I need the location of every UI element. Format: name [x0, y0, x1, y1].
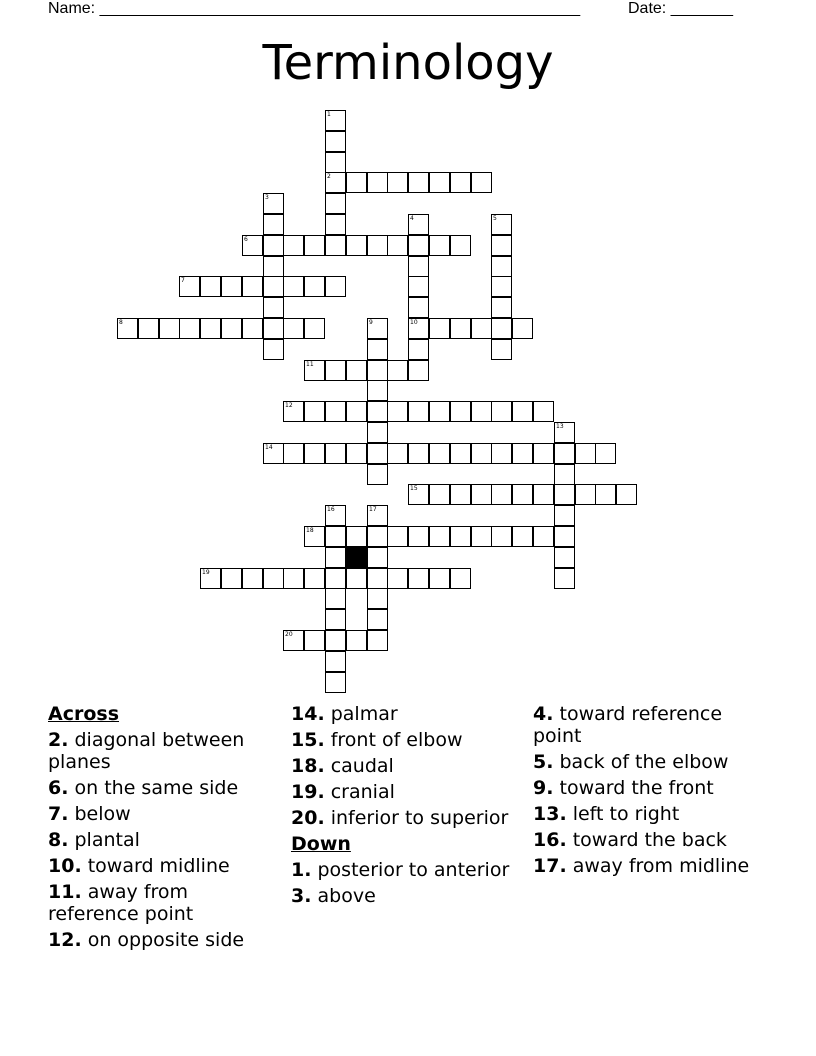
clue-down-9: 9. toward the front	[533, 777, 714, 799]
grid-cell[interactable]	[387, 360, 408, 381]
grid-cell[interactable]	[304, 526, 325, 547]
grid-cell[interactable]	[471, 526, 492, 547]
clue-number: 18	[306, 527, 314, 534]
grid-cell[interactable]	[471, 443, 492, 464]
grid-cell[interactable]	[512, 526, 533, 547]
grid-cell[interactable]	[200, 276, 221, 297]
clue-column-2	[291, 703, 521, 911]
grid-cell[interactable]	[304, 235, 325, 256]
grid-cell[interactable]	[325, 276, 346, 297]
grid-cell[interactable]	[179, 318, 200, 339]
grid-cell[interactable]	[387, 443, 408, 464]
grid-cell[interactable]	[304, 443, 325, 464]
grid-cell[interactable]	[367, 172, 388, 193]
grid-cell[interactable]	[304, 401, 325, 422]
grid-cell[interactable]	[533, 401, 554, 422]
clue-column-1	[48, 703, 284, 955]
clue-number: 16	[327, 506, 335, 513]
grid-cell[interactable]	[387, 526, 408, 547]
grid-cell[interactable]	[367, 547, 388, 568]
grid-cell[interactable]	[138, 318, 159, 339]
grid-cell[interactable]	[554, 526, 575, 547]
clue-across-12: 12. on opposite side	[48, 929, 245, 951]
clue-number: 17	[369, 506, 377, 513]
grid-cell[interactable]	[304, 630, 325, 651]
grid-cell[interactable]	[367, 339, 388, 360]
grid-cell[interactable]	[242, 318, 263, 339]
grid-cell[interactable]	[346, 443, 367, 464]
grid-cell[interactable]	[367, 464, 388, 485]
grid-cell[interactable]	[387, 172, 408, 193]
grid-cell[interactable]	[429, 568, 450, 589]
grid-cell[interactable]	[429, 318, 450, 339]
grid-cell[interactable]	[512, 443, 533, 464]
grid-cell[interactable]	[491, 401, 512, 422]
grid-cell[interactable]	[408, 484, 429, 505]
across-heading: Across	[48, 703, 120, 725]
grid-cell[interactable]	[408, 526, 429, 547]
grid-cell[interactable]	[450, 484, 471, 505]
grid-cell[interactable]	[575, 484, 596, 505]
grid-cell[interactable]	[554, 422, 575, 443]
grid-cell[interactable]	[387, 235, 408, 256]
grid-cell[interactable]	[263, 276, 284, 297]
grid-cell[interactable]	[325, 630, 346, 651]
clue-across-15: 15. front of elbow	[291, 729, 463, 751]
grid-cell[interactable]	[325, 672, 346, 693]
grid-cell[interactable]	[491, 297, 512, 318]
grid-cell[interactable]	[283, 401, 304, 422]
grid-cell[interactable]	[367, 526, 388, 547]
grid-cell[interactable]	[408, 214, 429, 235]
grid-cell[interactable]	[554, 547, 575, 568]
grid-cell[interactable]	[263, 235, 284, 256]
grid-cell[interactable]	[263, 339, 284, 360]
grid-cell[interactable]	[283, 443, 304, 464]
grid-cell[interactable]	[242, 568, 263, 589]
grid-cell[interactable]	[616, 484, 637, 505]
clue-number: 15	[410, 485, 418, 492]
grid-cell[interactable]	[263, 256, 284, 277]
clue-column-3	[533, 703, 773, 881]
grid-cell[interactable]	[367, 505, 388, 526]
grid-cell[interactable]	[346, 526, 367, 547]
grid-cell[interactable]	[554, 484, 575, 505]
grid-cell[interactable]	[325, 193, 346, 214]
date-field[interactable]: Date: _______	[628, 0, 733, 17]
grid-cell[interactable]	[283, 235, 304, 256]
grid-cell[interactable]	[367, 443, 388, 464]
grid-cell[interactable]	[159, 318, 180, 339]
grid-cell[interactable]	[367, 318, 388, 339]
clue-across-14: 14. palmar	[291, 703, 398, 725]
grid-cell[interactable]	[450, 235, 471, 256]
grid-cell[interactable]	[491, 484, 512, 505]
grid-cell[interactable]	[200, 568, 221, 589]
grid-cell[interactable]	[346, 630, 367, 651]
clue-number: 1	[327, 111, 331, 118]
clue-across-6: 6. on the same side	[48, 777, 239, 799]
grid-cell[interactable]	[263, 297, 284, 318]
grid-cell[interactable]	[263, 193, 284, 214]
grid-cell[interactable]	[491, 214, 512, 235]
clue-number: 9	[369, 319, 373, 326]
clue-down-4: 4. toward reference point	[533, 703, 723, 747]
grid-cell[interactable]	[471, 401, 492, 422]
clue-down-16: 16. toward the back	[533, 829, 727, 851]
grid-cell[interactable]	[325, 609, 346, 630]
grid-cell[interactable]	[575, 443, 596, 464]
grid-cell[interactable]	[408, 297, 429, 318]
grid-cell[interactable]	[512, 401, 533, 422]
grid-cell[interactable]	[450, 318, 471, 339]
clue-number: 12	[285, 402, 293, 409]
grid-cell[interactable]	[408, 235, 429, 256]
grid-cell[interactable]	[595, 443, 616, 464]
clue-across-8: 8. plantal	[48, 829, 140, 851]
grid-cell[interactable]	[450, 401, 471, 422]
grid-cell[interactable]	[387, 568, 408, 589]
grid-cell[interactable]	[408, 401, 429, 422]
grid-cell[interactable]	[554, 464, 575, 485]
grid-cell[interactable]	[471, 172, 492, 193]
clue-number: 3	[265, 194, 269, 201]
clue-down-13: 13. left to right	[533, 803, 680, 825]
grid-cell[interactable]	[408, 276, 429, 297]
grid-cell[interactable]	[283, 276, 304, 297]
grid-cell[interactable]	[325, 152, 346, 173]
grid-cell[interactable]	[367, 380, 388, 401]
clue-across-10: 10. toward midline	[48, 855, 230, 877]
grid-cell[interactable]	[325, 651, 346, 672]
grid-cell[interactable]	[346, 172, 367, 193]
grid-cell[interactable]	[325, 588, 346, 609]
grid-cell[interactable]	[408, 318, 429, 339]
grid-cell[interactable]	[367, 235, 388, 256]
clue-number: 13	[556, 423, 564, 430]
grid-cell[interactable]	[554, 443, 575, 464]
clue-across-2: 2. diagonal between planes	[48, 729, 245, 773]
grid-cell[interactable]	[408, 443, 429, 464]
grid-cell[interactable]	[325, 172, 346, 193]
grid-cell[interactable]	[429, 443, 450, 464]
down-heading: Down	[291, 833, 351, 855]
grid-cell[interactable]	[346, 235, 367, 256]
grid-cell[interactable]	[367, 422, 388, 443]
grid-cell[interactable]	[325, 360, 346, 381]
grid-cell[interactable]	[263, 318, 284, 339]
name-field[interactable]: Name: ______________________________________________________	[48, 0, 581, 17]
grid-cell[interactable]	[429, 526, 450, 547]
clue-across-7: 7. below	[48, 803, 131, 825]
clue-number: 4	[410, 215, 414, 222]
grid-cell[interactable]	[429, 484, 450, 505]
clue-number: 5	[493, 215, 497, 222]
grid-cell[interactable]	[491, 443, 512, 464]
grid-cell[interactable]	[387, 401, 408, 422]
grid-cell[interactable]	[491, 235, 512, 256]
clue-down-3: 3. above	[291, 885, 376, 907]
grid-cell[interactable]	[325, 443, 346, 464]
clue-number: 20	[285, 631, 293, 638]
clue-number: 11	[306, 361, 314, 368]
clue-number: 19	[202, 569, 210, 576]
clue-number: 8	[119, 319, 123, 326]
grid-cell[interactable]	[491, 256, 512, 277]
grid-cell[interactable]	[471, 318, 492, 339]
grid-cell[interactable]	[408, 172, 429, 193]
grid-cell[interactable]	[491, 526, 512, 547]
clue-number: 14	[265, 444, 273, 451]
clue-number: 2	[327, 173, 331, 180]
grid-cell[interactable]	[242, 276, 263, 297]
grid-cell[interactable]	[554, 505, 575, 526]
grid-cell[interactable]	[450, 172, 471, 193]
grid-cell[interactable]	[533, 484, 554, 505]
grid-cell[interactable]	[283, 568, 304, 589]
grid-cell[interactable]	[450, 526, 471, 547]
grid-cell[interactable]	[450, 443, 471, 464]
grid-cell[interactable]	[533, 443, 554, 464]
clue-across-11: 11. away from reference point	[48, 881, 194, 925]
clue-down-5: 5. back of the elbow	[533, 751, 729, 773]
grid-cell[interactable]	[367, 588, 388, 609]
clue-down-17: 17. away from midline	[533, 855, 750, 877]
grid-cell[interactable]	[117, 318, 138, 339]
grid-cell[interactable]	[429, 235, 450, 256]
grid-cell[interactable]	[554, 568, 575, 589]
grid-cell[interactable]	[325, 110, 346, 131]
grid-cell[interactable]	[491, 318, 512, 339]
grid-cell[interactable]	[221, 568, 242, 589]
clue-across-19: 19. cranial	[291, 781, 395, 803]
grid-cell[interactable]	[283, 318, 304, 339]
clue-across-20: 20. inferior to superior	[291, 807, 509, 829]
grid-cell[interactable]	[325, 505, 346, 526]
grid-cell[interactable]	[471, 484, 492, 505]
grid-cell[interactable]	[179, 276, 200, 297]
clue-down-1: 1. posterior to anterior	[291, 859, 510, 881]
grid-cell[interactable]	[408, 339, 429, 360]
grid-cell[interactable]	[304, 360, 325, 381]
grid-cell[interactable]	[304, 276, 325, 297]
grid-cell[interactable]	[221, 276, 242, 297]
grid-cell[interactable]	[346, 568, 367, 589]
grid-cell[interactable]	[325, 568, 346, 589]
clue-number: 6	[244, 236, 248, 243]
grid-cell[interactable]	[325, 235, 346, 256]
grid-cell[interactable]	[325, 401, 346, 422]
grid-cell[interactable]	[263, 443, 284, 464]
grid-cell[interactable]	[304, 318, 325, 339]
grid-cell[interactable]	[512, 484, 533, 505]
grid-cell[interactable]	[533, 526, 554, 547]
grid-cell[interactable]	[304, 568, 325, 589]
grid-cell[interactable]	[408, 360, 429, 381]
grid-cell[interactable]	[200, 318, 221, 339]
page-title: Terminology	[262, 35, 554, 91]
grid-cell[interactable]	[325, 526, 346, 547]
grid-cell[interactable]	[512, 318, 533, 339]
clue-number: 10	[410, 319, 418, 326]
grid-cell[interactable]	[429, 401, 450, 422]
grid-cell[interactable]	[367, 401, 388, 422]
grid-cell[interactable]	[325, 214, 346, 235]
grid-cell[interactable]	[367, 568, 388, 589]
grid-cell[interactable]	[263, 568, 284, 589]
grid-cell[interactable]	[450, 568, 471, 589]
grid-cell[interactable]	[346, 360, 367, 381]
grid-cell[interactable]	[325, 547, 346, 568]
grid-cell[interactable]	[491, 339, 512, 360]
grid-cell[interactable]	[595, 484, 616, 505]
grid-cell[interactable]	[221, 318, 242, 339]
clue-number: 7	[181, 277, 185, 284]
grid-cell[interactable]	[346, 401, 367, 422]
grid-cell[interactable]	[325, 131, 346, 152]
grid-cell[interactable]	[242, 235, 263, 256]
grid-cell[interactable]	[408, 256, 429, 277]
grid-cell[interactable]	[263, 214, 284, 235]
grid-cell[interactable]	[367, 609, 388, 630]
grid-cell[interactable]	[367, 360, 388, 381]
grid-cell[interactable]	[367, 630, 388, 651]
grid-cell[interactable]	[408, 568, 429, 589]
grid-cell[interactable]	[491, 276, 512, 297]
grid-cell-blocked	[346, 547, 367, 568]
grid-cell[interactable]	[429, 172, 450, 193]
clue-across-18: 18. caudal	[291, 755, 394, 777]
grid-cell[interactable]	[283, 630, 304, 651]
